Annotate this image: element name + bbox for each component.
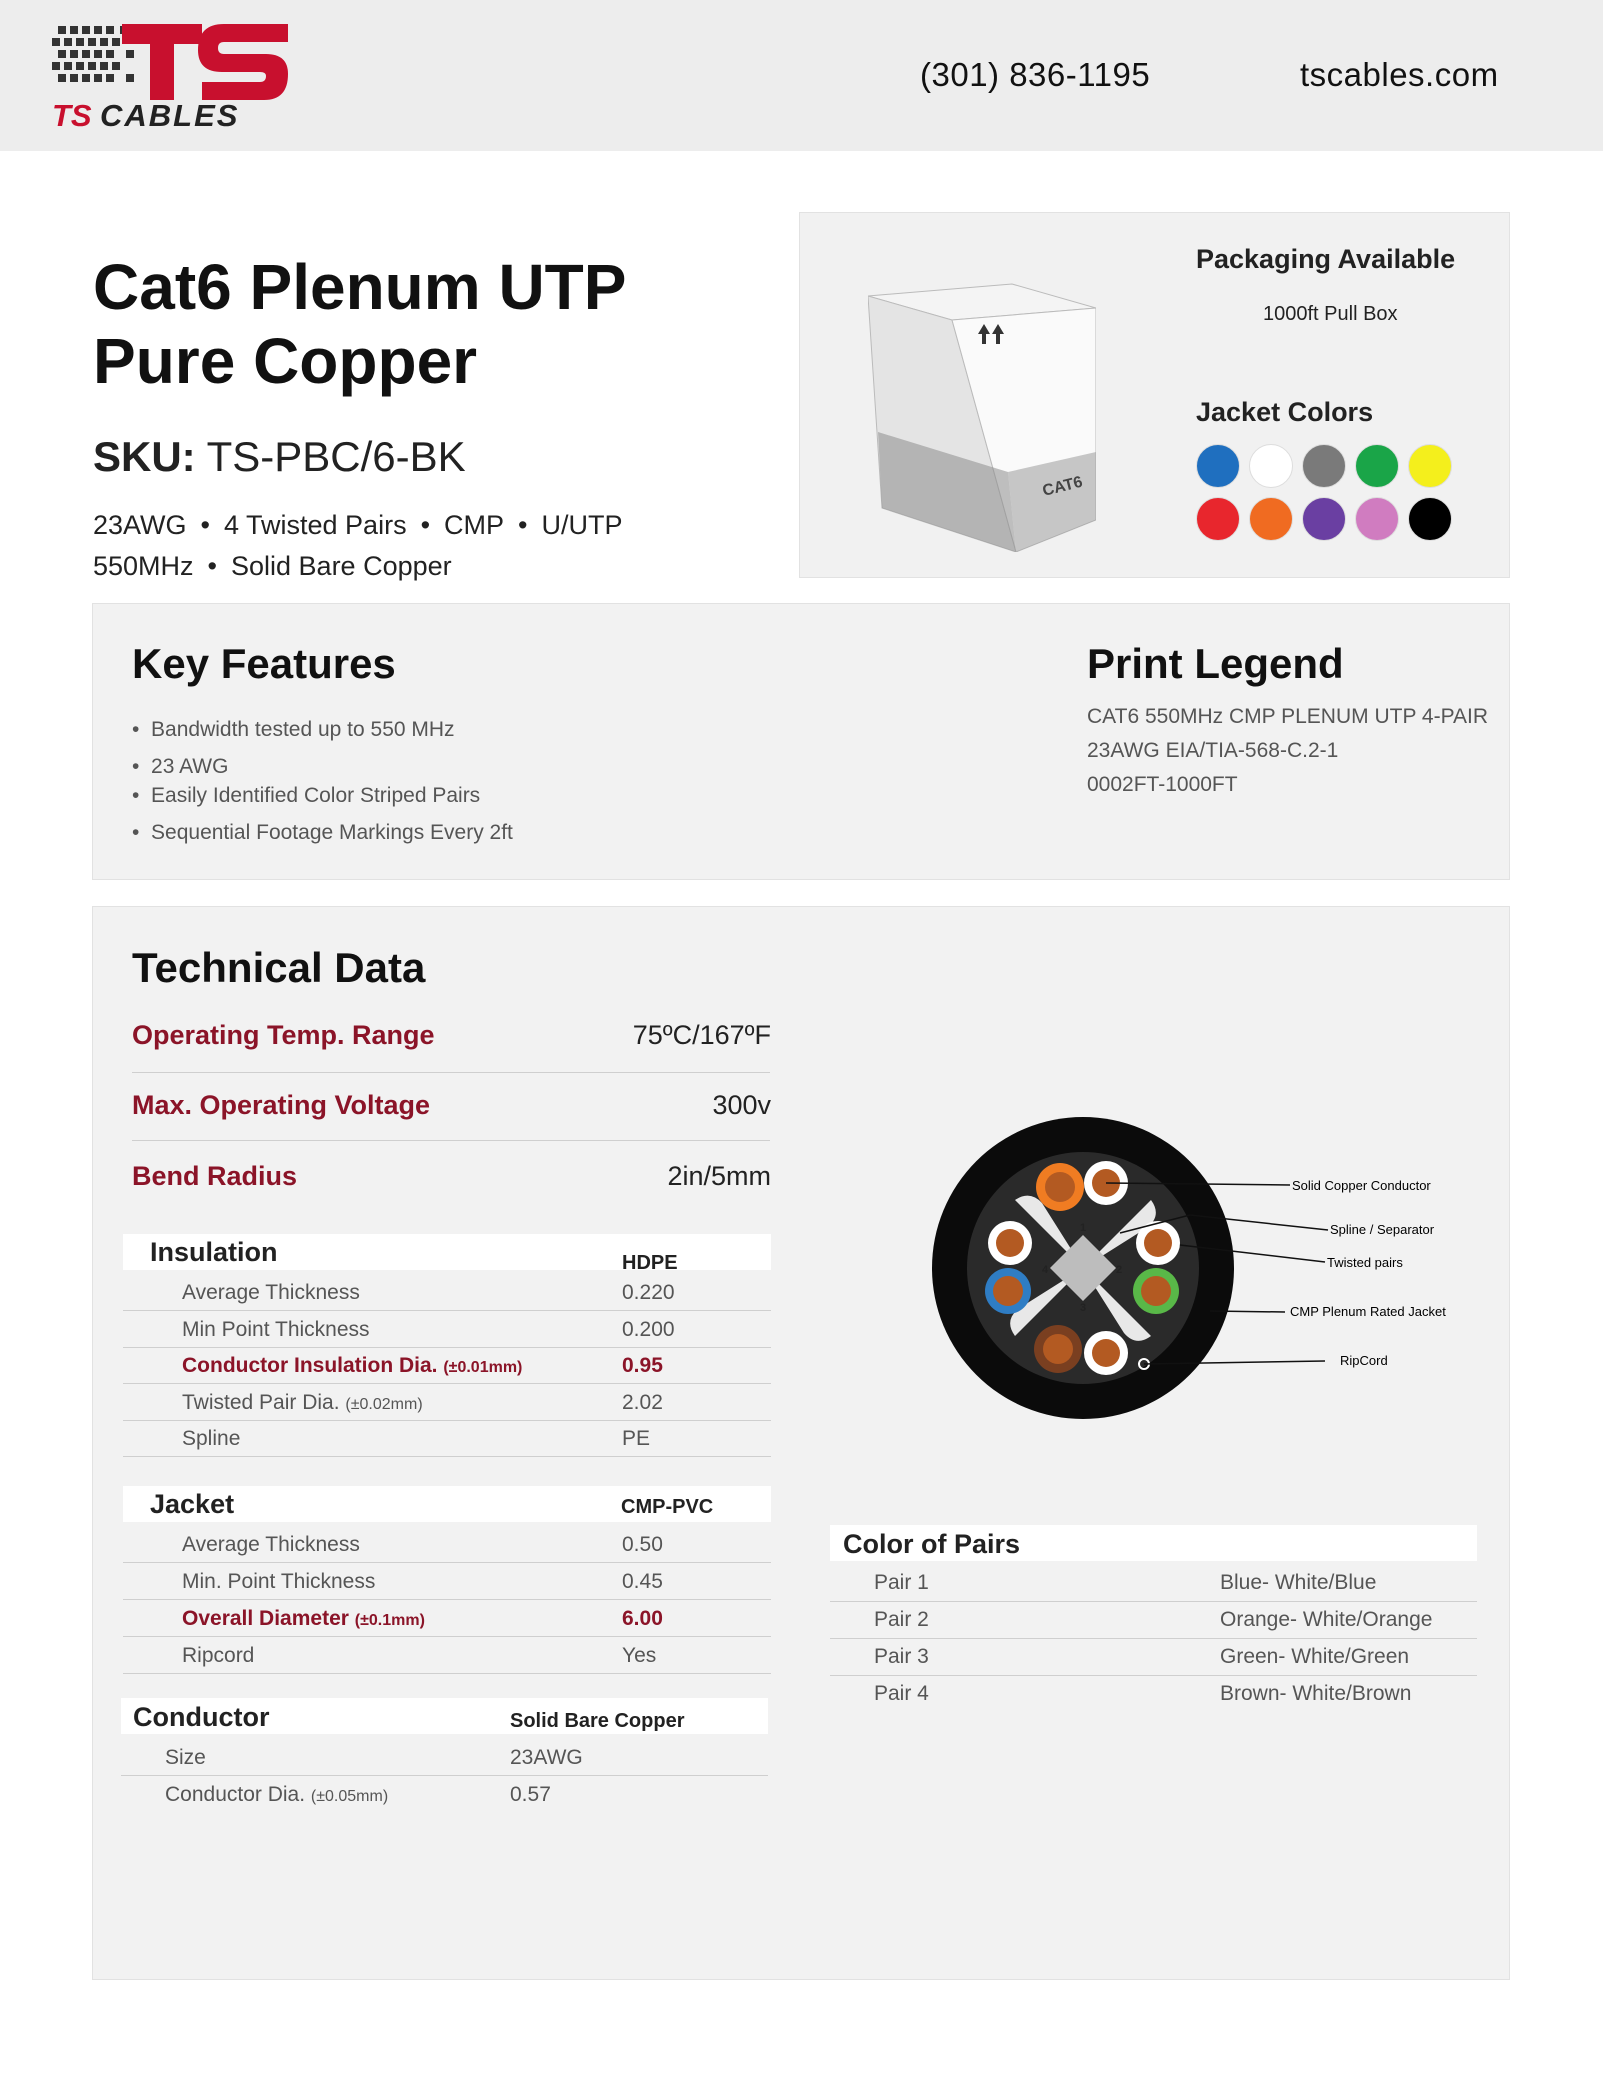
pull-box-image <box>868 282 1096 552</box>
print-legend-heading: Print Legend <box>1087 640 1344 687</box>
feature-text: 23 AWG <box>151 755 229 778</box>
pair-number: 2 <box>1116 1264 1123 1276</box>
color-swatch <box>1408 444 1452 488</box>
row-divider <box>121 1775 768 1776</box>
diagram-label-twisted-pairs: Twisted pairs <box>1327 1255 1403 1270</box>
logo-ts-text: TS <box>52 98 92 133</box>
row-divider <box>123 1636 771 1637</box>
color-swatch <box>1302 497 1346 541</box>
table-row-value: 0.200 <box>622 1317 675 1341</box>
row-label-text: Min. Point Thickness <box>182 1570 376 1593</box>
spec-conductor: Solid Bare Copper <box>231 551 452 581</box>
print-legend-line: CAT6 550MHz CMP PLENUM UTP 4-PAIR <box>1087 705 1489 728</box>
diagram-label-spline: Spline / Separator <box>1330 1222 1435 1237</box>
table-row-label <box>182 1391 423 1415</box>
pair-colors: Orange- White/Orange <box>1220 1608 1433 1631</box>
table-row-label <box>182 1318 370 1342</box>
cable-cross-section-diagram <box>930 1115 1490 1425</box>
conductor-material: Solid Bare Copper <box>510 1710 685 1732</box>
row-label-text: Average Thickness <box>182 1281 360 1304</box>
kv-label-temp: Operating Temp. Range <box>132 1020 435 1050</box>
sku-value: TS-PBC/6-BK <box>206 433 466 480</box>
technical-data-heading: Technical Data <box>132 944 426 991</box>
row-label-text: Twisted Pair Dia. <box>182 1390 340 1414</box>
table-row-value: 0.45 <box>622 1570 663 1593</box>
row-label-text: Size <box>165 1746 206 1769</box>
row-tolerance-note: (±0.02mm) <box>345 1395 423 1413</box>
pair-label: Pair 2 <box>874 1608 929 1631</box>
color-swatch <box>1355 497 1399 541</box>
table-row-value: 0.57 <box>510 1783 551 1806</box>
row-label-text: Conductor Dia. <box>165 1783 306 1806</box>
row-label-text: Conductor Insulation Dia. <box>182 1354 438 1377</box>
table-row-label <box>182 1354 522 1378</box>
row-divider <box>123 1673 771 1674</box>
table-row-value: 0.220 <box>622 1281 675 1304</box>
diagram-label-conductor: Solid Copper Conductor <box>1292 1178 1431 1193</box>
pair-colors: Green- White/Green <box>1220 1645 1410 1668</box>
color-swatch <box>1196 444 1240 488</box>
feature-text: Easily Identified Color Striped Pairs <box>151 784 481 807</box>
pair-colors: Brown- White/Brown <box>1220 1682 1412 1705</box>
color-swatch <box>1408 497 1452 541</box>
table-row-value: 23AWG <box>510 1746 583 1769</box>
pair-label: Pair 1 <box>874 1571 929 1594</box>
row-divider <box>830 1675 1477 1676</box>
pair-label: Pair 4 <box>874 1682 929 1705</box>
row-divider <box>123 1310 771 1311</box>
spec-pairs: 4 Twisted Pairs <box>223 510 407 540</box>
product-title-line2: Pure Copper <box>93 325 478 397</box>
spec-rating: CMP <box>444 510 505 540</box>
color-swatch <box>1302 444 1346 488</box>
spec-line-2: 550MHz • Solid Bare Copper <box>93 551 452 581</box>
website-link[interactable]: tscables.com <box>1300 56 1499 93</box>
technical-data-panel <box>92 906 1510 1980</box>
kv-value-bend-radius: 2in/5mm <box>667 1161 771 1191</box>
pair-label: Pair 3 <box>874 1645 929 1668</box>
row-divider <box>123 1562 771 1563</box>
feature-item: • Sequential Footage Markings Every 2ft <box>132 821 513 844</box>
conductor-title: Conductor <box>133 1702 270 1732</box>
pair-colors: Blue- White/Blue <box>1220 1571 1377 1594</box>
divider <box>132 1140 770 1141</box>
print-legend-line: 23AWG EIA/TIA-568-C.2-1 <box>1087 739 1339 762</box>
table-row-label <box>182 1533 360 1557</box>
sku <box>93 433 466 481</box>
table-row-value: 0.50 <box>622 1533 663 1556</box>
table-row-label <box>165 1783 388 1807</box>
row-tolerance-note: (±0.1mm) <box>354 1612 425 1629</box>
product-title <box>93 250 626 398</box>
kv-label-bend-radius: Bend Radius <box>132 1161 298 1191</box>
color-of-pairs-heading: Color of Pairs <box>843 1529 1021 1559</box>
svg-text:CABLES: CABLES <box>100 98 240 133</box>
sku-label: SKU: <box>93 433 196 480</box>
packaging-heading: Packaging Available <box>1196 244 1456 274</box>
product-title-line1: Cat6 Plenum UTP <box>93 251 627 323</box>
kv-value-temp: 75ºC/167ºF <box>632 1020 771 1050</box>
color-swatch <box>1355 444 1399 488</box>
table-row-label <box>182 1570 375 1594</box>
feature-item: • 23 AWG <box>132 755 229 778</box>
color-swatch <box>1249 497 1293 541</box>
row-divider <box>123 1456 771 1457</box>
spec-frequency: 550MHz <box>93 551 194 581</box>
table-row-label <box>182 1427 240 1451</box>
color-swatch <box>1196 497 1240 541</box>
row-divider <box>830 1638 1477 1639</box>
print-legend-line: 0002FT-1000FT <box>1087 773 1238 796</box>
table-row-value: Yes <box>622 1644 657 1667</box>
row-divider <box>123 1383 771 1384</box>
row-divider <box>123 1599 771 1600</box>
table-row-label <box>165 1746 206 1770</box>
spec-awg: 23AWG <box>93 510 187 540</box>
kv-label-voltage: Max. Operating Voltage <box>132 1090 431 1120</box>
feature-text: Bandwidth tested up to 550 MHz <box>151 718 455 741</box>
color-swatch <box>1249 444 1293 488</box>
spec-line-1: 23AWG • 4 Twisted Pairs • CMP • U/UTP <box>93 510 623 540</box>
row-label-text: Spline <box>182 1427 241 1450</box>
row-divider <box>830 1601 1477 1602</box>
pair-number: 4 <box>1042 1264 1049 1276</box>
table-row-value: PE <box>622 1427 651 1450</box>
row-divider <box>123 1347 771 1348</box>
row-tolerance-note: (±0.01mm) <box>443 1359 523 1376</box>
kv-value-voltage: 300v <box>712 1090 771 1120</box>
spec-shielding: U/UTP <box>541 510 623 540</box>
insulation-title: Insulation <box>150 1237 278 1267</box>
feature-text: Sequential Footage Markings Every 2ft <box>151 821 513 844</box>
jacket-color-swatches <box>1196 444 1456 544</box>
pair-number: 1 <box>1080 1222 1087 1234</box>
pair-number: 3 <box>1080 1302 1087 1314</box>
feature-item: • Bandwidth tested up to 550 MHz <box>132 718 455 741</box>
table-row-value: 2.02 <box>622 1390 663 1414</box>
row-divider <box>123 1420 771 1421</box>
divider <box>132 1072 770 1073</box>
insulation-material: HDPE <box>622 1252 678 1274</box>
phone-number[interactable]: (301) 836-1195 <box>920 56 1151 93</box>
box-label: CAT6 <box>1040 473 1085 500</box>
row-label-text: Min Point Thickness <box>182 1317 370 1341</box>
row-label-text: Average Thickness <box>182 1533 360 1556</box>
feature-item: • Easily Identified Color Striped Pairs <box>132 784 481 807</box>
table-row-value: 0.95 <box>622 1354 663 1377</box>
diagram-label-jacket: CMP Plenum Rated Jacket <box>1290 1304 1446 1319</box>
table-row-label <box>182 1607 425 1631</box>
row-label-text: Overall Diameter <box>182 1607 349 1630</box>
jacket-colors-heading: Jacket Colors <box>1196 397 1374 427</box>
table-row-value: 6.00 <box>622 1607 663 1630</box>
tscables-logo <box>52 22 288 134</box>
key-features-heading: Key Features <box>132 640 396 687</box>
diagram-label-ripcord: RipCord <box>1340 1353 1388 1368</box>
table-row-label <box>182 1644 254 1668</box>
table-row-label <box>182 1281 360 1305</box>
row-tolerance-note: (±0.05mm) <box>310 1788 389 1805</box>
jacket-material: CMP-PVC <box>621 1496 714 1518</box>
row-label-text: Ripcord <box>182 1644 255 1667</box>
packaging-value: 1000ft Pull Box <box>1263 303 1398 325</box>
jacket-title: Jacket <box>150 1489 235 1519</box>
